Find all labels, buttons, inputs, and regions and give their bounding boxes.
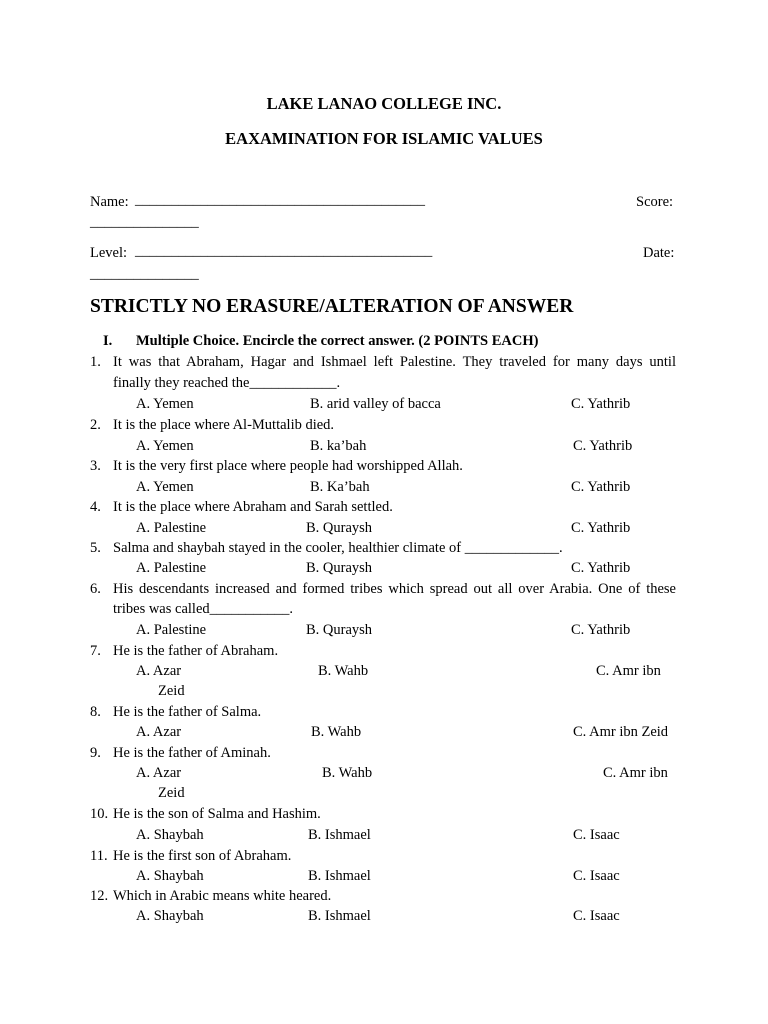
question-number: 8. xyxy=(90,704,101,720)
choice-b[interactable]: B. ka’bah xyxy=(310,438,367,454)
choice-c[interactable]: C. Isaac xyxy=(573,908,620,924)
choice-b[interactable]: B. Ishmael xyxy=(308,827,371,843)
question-text: He is the father of Abraham. xyxy=(113,643,279,659)
choice-b[interactable]: B. Wahb xyxy=(318,663,369,679)
question-number: 9. xyxy=(90,745,101,761)
name-label: Name: xyxy=(90,194,129,210)
choice-c[interactable]: C. Amr ibn xyxy=(603,765,668,781)
choice-a[interactable]: A. Shaybah xyxy=(136,908,204,924)
question-number: 1. xyxy=(90,354,101,370)
level-field[interactable]: _________________________________________ xyxy=(135,243,433,259)
date-field[interactable]: _______________ xyxy=(90,266,199,282)
college-name: LAKE LANAO COLLEGE INC. xyxy=(266,94,502,113)
choice-a[interactable]: A. Azar xyxy=(136,724,182,740)
question-number: 7. xyxy=(90,643,101,659)
question-text: It was that Abraham, Hagar and Ishmael left Palestine. They traveled for many days until xyxy=(113,354,676,370)
choice-a[interactable]: A. Palestine xyxy=(136,520,207,536)
question-text: Which in Arabic means white heared. xyxy=(113,888,332,904)
question-text: Salma and shaybah stayed in the cooler, healthier climate of _____________. xyxy=(113,540,563,556)
choice-b[interactable]: B. Quraysh xyxy=(306,520,373,536)
question-number: 6. xyxy=(90,581,101,597)
choice-b[interactable]: B. Ishmael xyxy=(308,868,371,884)
question-text: He is the son of Salma and Hashim. xyxy=(113,806,321,822)
date-label: Date: xyxy=(643,245,675,261)
question-text-cont: finally they reached the____________. xyxy=(113,375,341,391)
choice-b[interactable]: B. Wahb xyxy=(322,765,373,781)
choice-c[interactable]: C. Yathrib xyxy=(571,560,631,576)
question-text: He is the father of Aminah. xyxy=(113,745,271,761)
choice-a[interactable]: A. Yemen xyxy=(136,479,194,495)
choice-c[interactable]: C. Yathrib xyxy=(571,520,631,536)
question-text: It is the place where Abraham and Sarah settled. xyxy=(113,499,393,515)
choice-a-wrap: Zeid xyxy=(158,785,185,801)
question-number: 2. xyxy=(90,417,101,433)
choice-a[interactable]: A. Shaybah xyxy=(136,868,204,884)
question-number: 11. xyxy=(90,848,108,864)
choice-c[interactable]: C. Yathrib xyxy=(571,479,631,495)
section-numeral: I. xyxy=(103,333,113,349)
choice-a[interactable]: A. Yemen xyxy=(136,438,194,454)
choice-b[interactable]: B. Ishmael xyxy=(308,908,371,924)
level-label: Level: xyxy=(90,245,128,261)
question-text: It is the place where Al-Muttalib died. xyxy=(113,417,335,433)
question-number: 10. xyxy=(90,806,109,822)
choice-c[interactable]: C. Yathrib xyxy=(571,622,631,638)
choice-b[interactable]: B. Quraysh xyxy=(306,622,373,638)
question-text: His descendants increased and formed tribes which spread out all over Arabia. One of these xyxy=(113,581,676,597)
question-text: He is the father of Salma. xyxy=(113,704,262,720)
choice-c[interactable]: C. Amr ibn xyxy=(596,663,661,679)
choice-b[interactable]: B. Wahb xyxy=(311,724,362,740)
choice-b[interactable]: B. Quraysh xyxy=(306,560,373,576)
name-field[interactable]: ________________________________________ xyxy=(135,192,425,208)
score-label: Score: xyxy=(636,194,674,210)
choice-c[interactable]: C. Isaac xyxy=(573,868,620,884)
warning-heading: STRICTLY NO ERASURE/ALTERATION OF ANSWER xyxy=(90,296,574,317)
choice-b[interactable]: B. Ka’bah xyxy=(310,479,370,495)
choice-a[interactable]: A. Azar xyxy=(136,663,182,679)
score-field[interactable]: _______________ xyxy=(90,214,199,230)
choice-a[interactable]: A. Palestine xyxy=(136,622,207,638)
choice-c[interactable]: C. Amr ibn Zeid xyxy=(573,724,669,740)
choice-a[interactable]: A. Shaybah xyxy=(136,827,204,843)
choice-a-wrap: Zeid xyxy=(158,683,185,699)
question-text: It is the very first place where people had worshipped Allah. xyxy=(113,458,463,474)
exam-title: EAXAMINATION FOR ISLAMIC VALUES xyxy=(225,129,543,148)
question-number: 4. xyxy=(90,499,101,515)
question-number: 5. xyxy=(90,540,101,556)
question-number: 3. xyxy=(90,458,101,474)
choice-b[interactable]: B. arid valley of bacca xyxy=(310,396,441,412)
question-text: He is the first son of Abraham. xyxy=(113,848,292,864)
choice-c[interactable]: C. Isaac xyxy=(573,827,620,843)
choice-c[interactable]: C. Yathrib xyxy=(571,396,631,412)
question-number: 12. xyxy=(90,888,109,904)
choice-c[interactable]: C. Yathrib xyxy=(573,438,633,454)
section-instruction: Multiple Choice. Encircle the correct answer. (2 POINTS EACH) xyxy=(136,333,539,349)
choice-a[interactable]: A. Yemen xyxy=(136,396,194,412)
question-text-cont: tribes was called___________. xyxy=(113,601,294,617)
choice-a[interactable]: A. Azar xyxy=(136,765,182,781)
choice-a[interactable]: A. Palestine xyxy=(136,560,207,576)
